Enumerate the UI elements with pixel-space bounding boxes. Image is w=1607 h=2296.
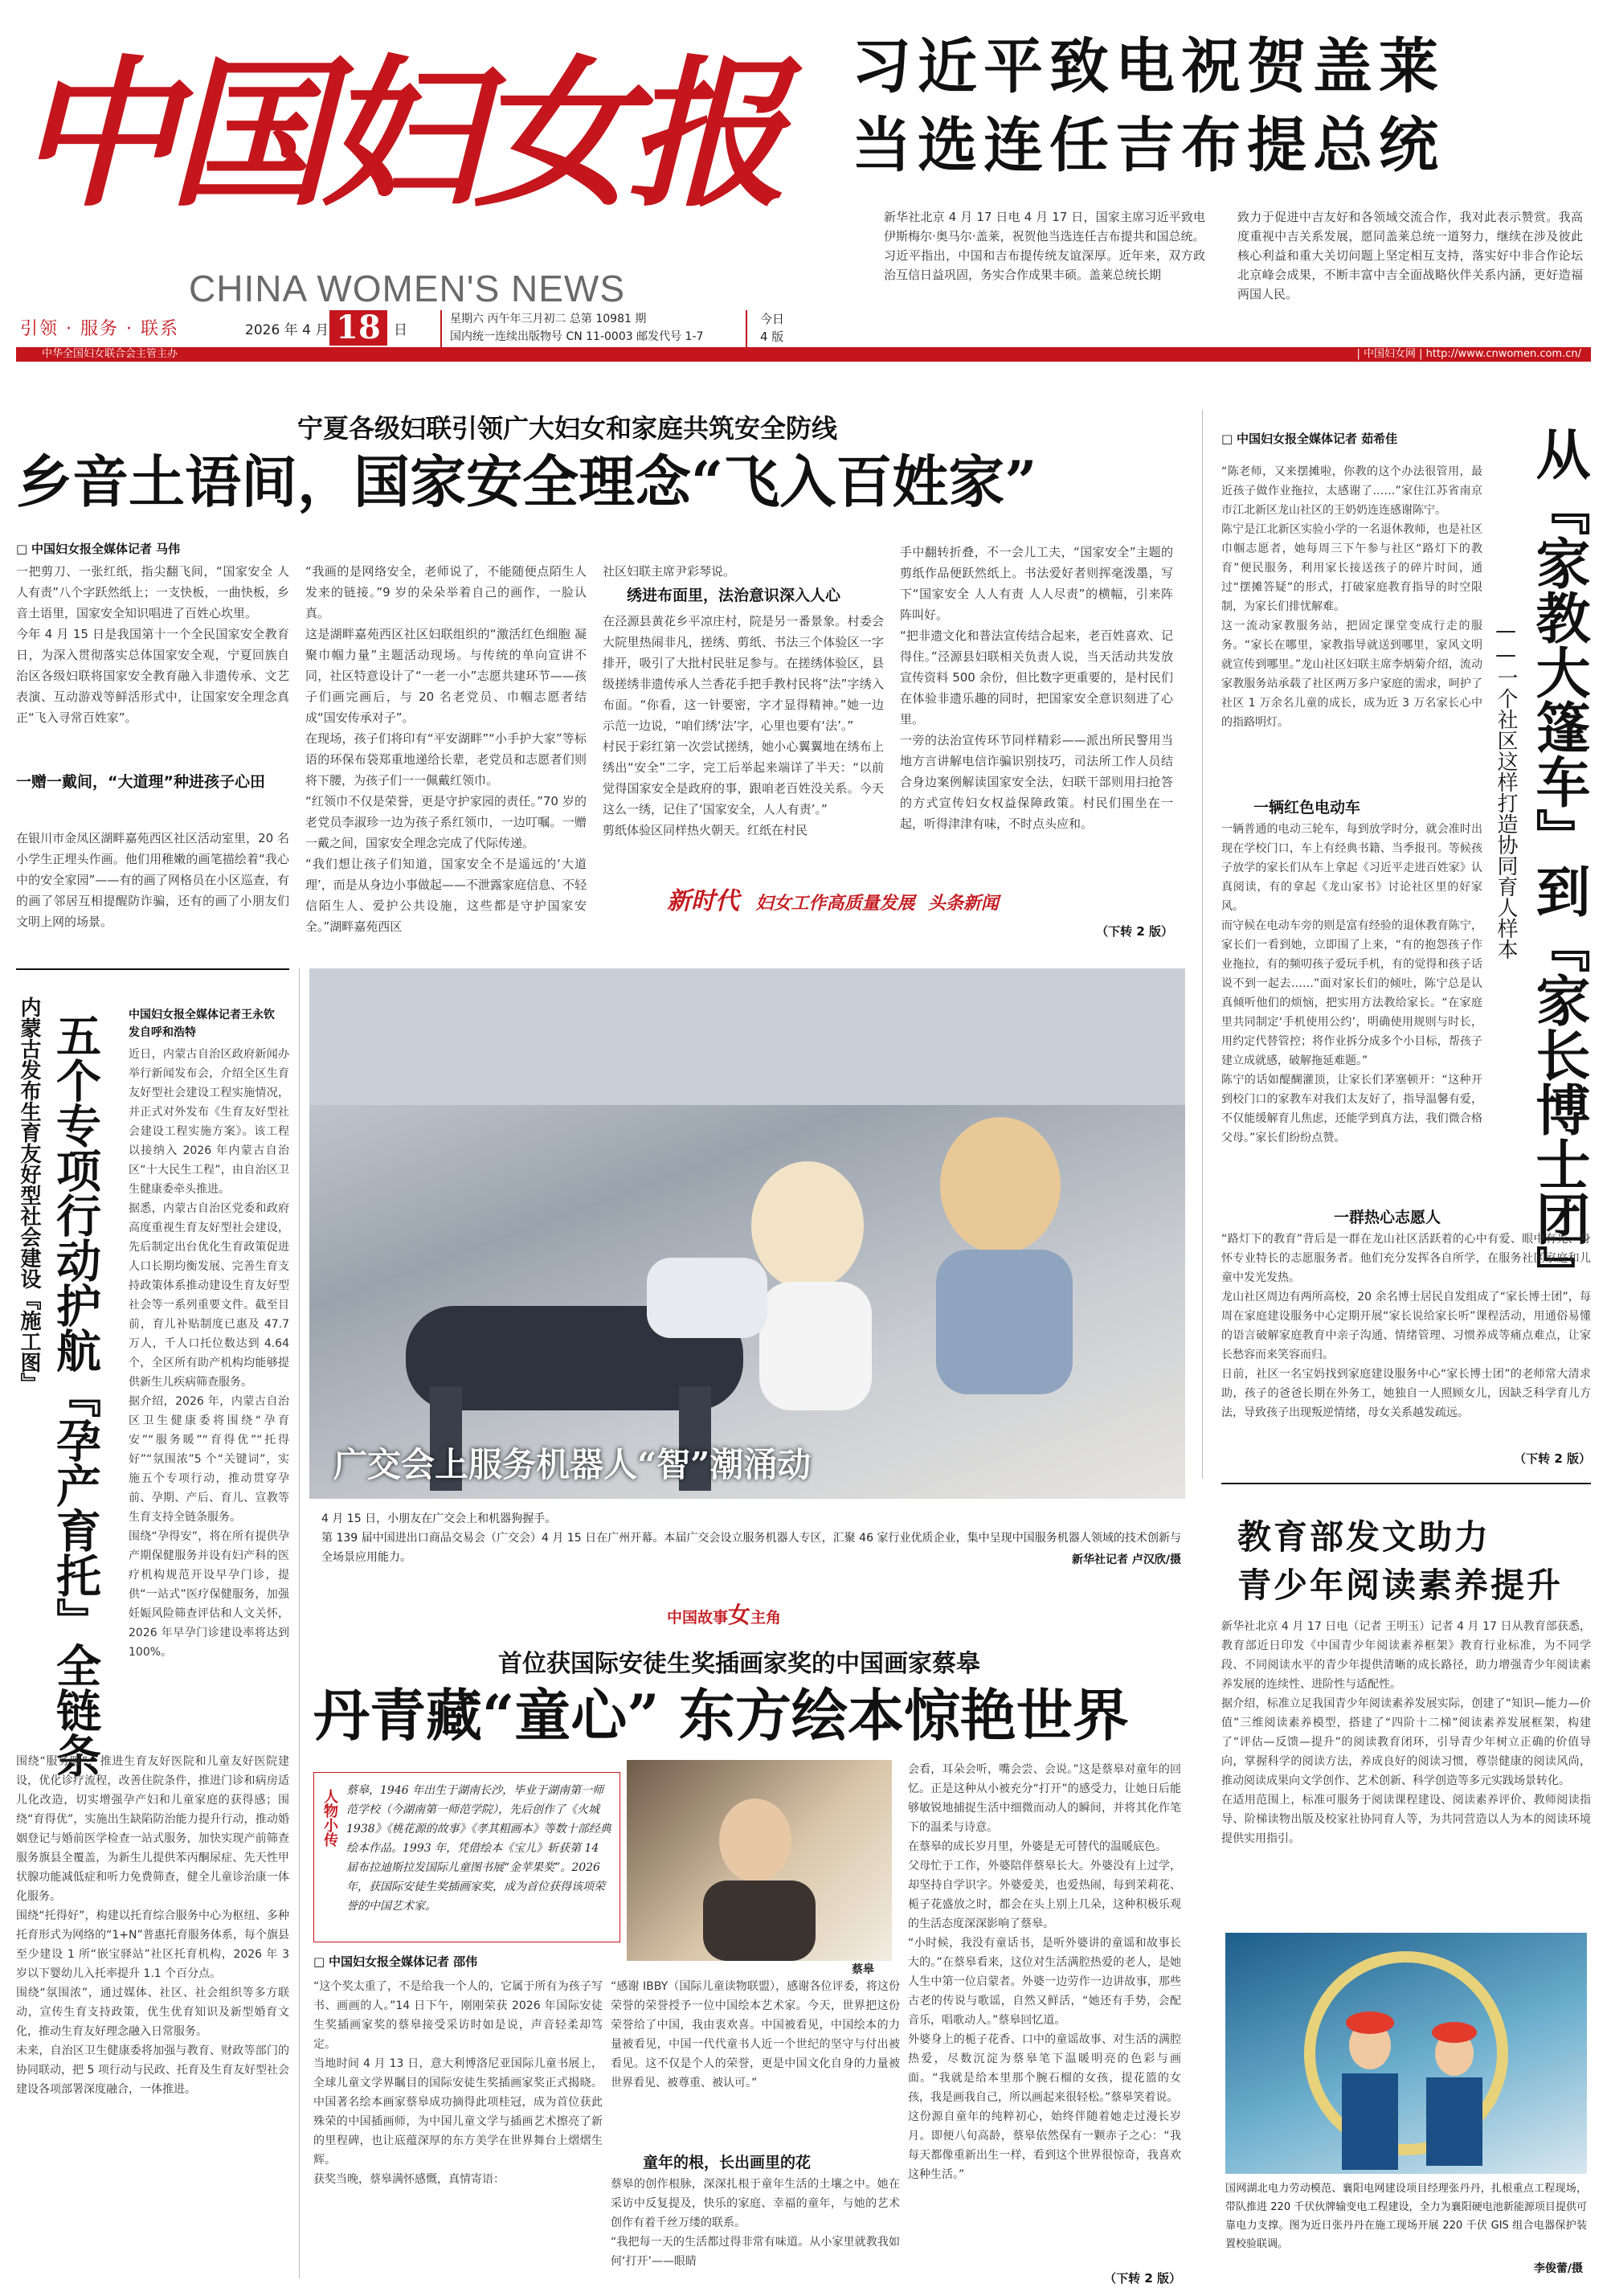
- story-kicker: 首位获国际安徒生奖插画家奖的中国画家蔡皋: [498, 1650, 980, 1678]
- story-col-3: 会看，耳朵会听，嘴会尝、会说。”这是蔡皋对童年的回忆。正是这种从小被充分“打开”的感受力，让她日后能够敏锐地捕捉生活中细微而动人的瞬间，并将其化作笔下的温柔与诗意。 在蔡皋的成长岁月里，外婆是无可替代的温暖底色。 父母忙于工作，外婆陪伴蔡皋长大。外婆没有上过学，却坚持自学识字。外婆爱美，也爱热闹，每到茉莉花、栀子花盛放之时，都会在头上别上几朵，这种积极乐观的生活态度深深影响了蔡皋。 “小时候，我没有童话书，是听外婆讲的童谣和故事长大的。”在蔡皋看来，这位对生活满腔热爱的老人，是她人生中第一位启蒙者。外婆一边劳作一边讲故事，那些古老的传说与歌谣，自然又鲜活，“她还有手势，会配音乐，唱歌动人。”蔡皋回忆道。 外婆身上的栀子花香、口中的童谣故事、对生活的满腔热爱，尽数沉淀为蔡皋笔下温暖明亮的色彩与画面。“我就是给本里那个腕石榴的女孩，提花篮的女孩，我是画我自己，所以画起来很轻松。”蔡皋笑着说。 这份源自童年的纯粹初心，始终伴随着她走过漫长岁月。即便八旬高龄，蔡皋依然保有一颗赤子之心：“我每天都像重新出生一样，看到这个世界很惊奇，我喜欢这种生活。”: [908, 1763, 1181, 2181]
- left-feature-headline: 五个专项行动护航『孕产育托』全链条: [49, 1013, 102, 1778]
- worker-uniform: [1342, 2073, 1398, 2170]
- story-headline: 丹青藏“童心” 东方绘本惊艳世界: [313, 1682, 1129, 1749]
- lead-col-1: 一把剪刀、一张红纸，指尖翻飞间，“国家安全 人人有责”八个字跃然纸上；一支快板，一曲快板，乡音土语里，国家安全知识唱进了百姓心坎里。 今年 4 月 15 日是我国第十一个全民国家安全教育日，为深入贯彻落实总体国家安全观，宁夏回族自治区各级妇联将国家安全教育融入非遗传承、文艺表演、互动游戏等鲜活形式中，让国家安全理念真正“飞入寻常百姓家”。: [16, 564, 289, 725]
- banner-text-3: 头条新闻: [927, 894, 999, 914]
- masthead-divider-2: [746, 310, 747, 347]
- edu-headline-1: 教育部发文助力: [1237, 1517, 1491, 1557]
- edu-top-rule: [1221, 1483, 1591, 1484]
- robot-dog-photo: [309, 968, 1185, 1499]
- masthead-date-day-box: [329, 310, 387, 346]
- top-story-col-1: 新华社北京 4 月 17 日电 4 月 17 日，国家主席习近平致电伊斯梅尔·奥马尔·盖莱，祝贺他当选连任吉布提共和国总统。 习近平指出，中国和吉布提传统友谊深厚。近年来，双方政治互信日益巩固，务实合作成果丰硕。盖莱总统长期: [884, 210, 1205, 282]
- lead-col-3-b: 在泾源县黄花乡平凉庄村，院是另一番景象。村委会大院里热闹非凡，搓绣、剪纸、书法三个体验区一字排开，吸引了大批村民驻足参与。在搓绣体验区，县级搓绣非遗传承人兰香花手把手教村民将“法”字绣入布面。“你看，这一针要密，字才显得精神。”她一边示范一边说，“咱们绣‘法’字，心里也要有‘法’。” 村民于彩红第一次尝试搓绣，她小心翼翼地在绣布上绣出“安全”二字，完工后举起来端详了半天：“以前觉得国家安全是政府的事，跟咱老百姓没关系。今天这么一绣，记住了‘国家安全，人人有责’。” 剪纸体验区同样热火朝天。红纸在村民: [603, 614, 884, 837]
- left-feature-col-full: 围绕“服务暖”，推进生育友好医院和儿童友好医院建设，优化诊疗流程，改善住院条件，推进门诊和病房适儿化改造，切实增强孕产妇和儿童家庭的获得感；围绕“育得优”，实施出生缺陷防治能力提升行动，推动婚姻登记与婚前医学检查一站式服务，加快实现产前筛查服务旗县全覆盖，为新生儿提供苯丙酮尿症、先天性甲状腺功能减低症和听力免费筛查，健全儿童诊治康一体化服务。 围绕“托得好”，构建以托育综合服务中心为枢纽、多种托育形式为网络的“1+N”普惠托育服务体系，每个旗县至少建设 1 所“嵌宝驿站”社区托育机构，2026 年 3 岁以下婴幼儿入托率提升 1.1 个百分点。 围绕“氛围浓”，通过媒体、社区、社会组织等多方联动，宣传生育支持政策，优生优育知识及新型婚育文化，推动生育友好理念融入日常服务。 未来，自治区卫生健康委将加强与教育、财政等部门的协同联动，把 5 项行动与民政、托育及生育友好型社会建设各项部署深度融合，一体推进。: [16, 1755, 289, 2096]
- profile-text: 蔡皋，1946 年出生于湖南长沙，毕业于湖南第一师范学校（今湖南第一师范学院），先后创作了《火城 1938》《桃花源的故事》《孝其粗画本》等数十部经典绘本作品。1993 年，凭借绘本《宝儿》斩获第 14 届布拉迪斯拉发国际儿童图书展“金苹果奖”。2026 年，获国际安徒生奖插画家奖，成为首位获得该项荣誉的中国艺术家。: [346, 1784, 611, 1913]
- masthead-slogan: 引领 · 服务 · 联系: [20, 319, 179, 339]
- story-column-label-main: 中国故事: [667, 1609, 729, 1627]
- left-feature-kicker: 内蒙古发布生育友好型社会建设『施工图』: [17, 997, 41, 1394]
- top-story-headline-1: 习近平致电祝贺盖莱: [852, 32, 1445, 101]
- left-feature-col-top: 近日，内蒙古自治区政府新闻办举行新闻发布会，介绍全区生育友好型社会建设工程实施情况，并正式对外发布《生育友好型社会建设工程实施方案》。该工程以接纳入 2026 年内蒙古自治区“十大民生工程”，由自治区卫生健康委牵头推进。 据悉，内蒙古自治区党委和政府高度重视生育友好型社会建设，先后制定出台优化生育政策促进人口长期均衡发展、完善生育支持政策体系推动建设生育友好型社会等一系列重要文件。截至目前，育儿补贴制度已惠及 47.7 万人，千人口托位数达到 4.64 个，全区所有助产机构均能够提供新生儿疾病筛查服务。 据介绍，2026 年，内蒙古自治区卫生健康委将围绕“孕育安”“服务暖”“育得优”“托得好”“氛围浓”5 个“关键词”，实施五个专项行动，推动贯穿孕前、孕期、产后、育儿、宣教等生育支持全链条服务。 围绕“孕得安”，将在所有提供孕产期保健服务并设有妇产科的医疗机构规范开设早孕门诊，提供“一站式”医疗保健服务，加强妊娠风险筛查评估和人文关怀，2026 年早孕门诊建设率将达到 100%。: [129, 1048, 289, 1659]
- right-feature-sub-1: 一辆红色电动车: [1253, 799, 1361, 816]
- profile-tag: 人物小传: [321, 1789, 338, 1847]
- boy-shirt: [936, 1250, 1073, 1394]
- photo-background-crowd: [309, 968, 1185, 1105]
- masthead-website[interactable]: | 中国妇女网 | http://www.cnwomen.com.cn/: [1356, 348, 1581, 360]
- photo-caption: 4 月 15 日，小朋友在广交会上和机器狗握手。 第 139 届中国进出口商品交易会（广交会）4 月 15 日在广州开幕。本届广交会设立服务机器人专区，汇聚 46 家行业优质企业，集中呈现中国服务机器人领域的技术创新与全场景应用能力。: [321, 1512, 1181, 1564]
- lead-kicker: 宁夏各级妇联引领广大妇女和家庭共筑安全防线: [297, 413, 838, 444]
- lead-col-3-subhead: 绣进布面里，法治意识深入人心: [627, 587, 841, 604]
- story-col-2: “感谢 IBBY（国际儿童读物联盟），感谢各位评委，将这份荣誉的荣誉授予一位中国绘本艺术家。今天，世界把这份荣誉给了中国，我由衷欢喜。中国被看见，中国绘本的力量被看见，中国一代代童书人近一个世纪的坚守与付出被看见。这不仅是个人的荣誉，更是中国文化自身的力量被世界看见、被尊重、被认可。”: [611, 1980, 900, 2089]
- masthead-date-day: 18: [336, 309, 381, 346]
- boy-figure: [940, 1117, 1061, 1254]
- story-column-label: [667, 1598, 781, 1630]
- right-feature-col-c: “路灯下的教育”背后是一群在龙山社区活跃着的心中有爱、眼中有光、身怀专业特长的志愿服务者。他们充分发挥各自所学，在服务社区家庭和儿童中发光发热。 龙山社区周边有两所高校，20 余名博士居民自发组成了“家长博士团”，每周在家庭建设服务中心定期开展“家长说给家长听”课程活动，用通俗易懂的语言破解家庭教育中亲子沟通、情绪管理、习惯养成等痛点难点，让家长愁容而来笑容而归。 日前，社区一名宝妈找到家庭建设服务中心“家长博士团”的老师常大清求助，孩子的爸爸长期在外务工，她独自一人照顾女儿，因缺乏科学育儿方法，导致孩子出现叛逆情绪，母女关系越发疏远。: [1221, 1233, 1591, 1419]
- right-feature-byline: □ 中国妇女报全媒体记者 茹希佳: [1221, 430, 1397, 447]
- lead-col-2: “我画的是网络安全，老师说了，不能随便点陌生人发来的链接。”9 岁的朵朵举着自己的画作，一脸认真。 这是湖畔嘉苑西区社区妇联组织的“激活红色细胞 凝聚巾帼力量”主题活动现场。与传统的单向宣讲不同，社区特意设计了“一老一小”志愿共建环节——孩子们画完画后，与 20 名老党员、巾帼志愿者结成“国安传承对子”。 在现场，孩子们将印有“平安湖畔”“小手护大家”等标语的环保布袋郑重地递给长辈，老党员和志愿者们则将下腰，为孩子们一一佩戴红领巾。 “红领巾不仅是荣誉，更是守护家园的责任。”70 岁的老党员李淑珍一边为孩子系红领巾，一边叮嘱。一赠一戴之间，国家安全理念完成了代际传递。 “我们想让孩子们知道，国家安全不是遥远的‘大道理’，而是从身边小事做起——不泄露家庭信息、不轻信陌生人、爱护公共设施，这些都是守护国家安全。”湖畔嘉苑西区: [305, 564, 587, 934]
- girl-dress: [759, 1282, 872, 1410]
- side-photo-illustration: [1225, 1933, 1587, 2174]
- lead-col-1-b: 在银川市金凤区湖畔嘉苑西区社区活动室里，20 名小学生正埋头作画。他们用稚嫩的画笔描绘着“我心中的安全家园”——有的画了网格员在小区巡查，有的画了邻居互相提醒防诈骗，还有的画了小朋友们文明上网的场景。: [16, 831, 289, 929]
- story-column-label-tail: 主角: [750, 1609, 782, 1627]
- side-photo: [1225, 1933, 1587, 2174]
- girl-figure: [751, 1161, 864, 1290]
- left-feature-top-rule: [16, 968, 289, 970]
- masthead-logo: 中国妇女报: [16, 40, 780, 229]
- masthead-weekday-line: 星期六 丙午年三月初二 总第 10981 期: [450, 313, 647, 325]
- portrait-caption: 蔡皋: [852, 1963, 874, 1976]
- lead-col-3: 社区妇联主席尹彩琴说。: [603, 564, 736, 579]
- story-col-1: “这个奖太重了，不是给我一个人的，它属于所有为孩子写书、画画的人。”14 日下午，刚刚荣获 2026 年国际安徒生奖插画家奖的蔡皋接受采访时如是说，声音轻柔却笃定。 当地时间 4 月 13 日，意大利博洛尼亚国际儿童书展上，全球儿童文学界瞩目的国际安徒生奖插画家奖正式揭晓。中国著名绘本画家蔡皋成功摘得此项桂冠，成为首位获此殊荣的中国插画师，为中国儿童文学与插画艺术擦亮了新的里程碑，也让底蕴深厚的东方美学在世界舞台上熠熠生辉。 获奖当晚，蔡皋满怀感慨，真情寄语：: [313, 1980, 603, 2186]
- photo-overlay-caption: 广交会上服务机器人“智”潮涌动: [333, 1445, 812, 1484]
- story-column-label-accent: 女: [728, 1602, 751, 1628]
- masthead-issn-line: 国内统一连续出版物号 CN 11-0003 邮发代号 1-7: [450, 330, 704, 343]
- story-byline: □ 中国妇女报全媒体记者 邵伟: [313, 1953, 477, 1970]
- top-story-headline-2: 当选连任吉布提总统: [852, 111, 1445, 180]
- photo-credit: 新华社记者 卢汉欣/摄: [1072, 1553, 1181, 1566]
- masthead-date-suffix: 日: [394, 322, 407, 338]
- right-feature-divider: [1202, 410, 1203, 1479]
- story-col-2-b: 蔡皋的创作根脉，深深扎根于童年生活的土壤之中。她在采访中反复提及，快乐的家庭、幸福的童年，与她的艺术创作有着千丝万缕的联系。 “我把每一天的生活都过得非常有味道。从小家里就教我如何‘打开’——眼睛: [611, 2178, 900, 2268]
- lead-continued: （下转 2 版）: [1096, 924, 1173, 939]
- edu-headline-2: 青少年阅读素养提升: [1237, 1565, 1564, 1605]
- lead-col-4: 手中翻转折叠，不一会儿工夫，“国家安全”主题的剪纸作品便跃然纸上。书法爱好者则挥毫泼墨，写下“国家安全 人人有责 人人尽责”的横幅，引来阵阵叫好。 “把非遗文化和普法宣传结合起来，老百姓喜欢、记得住。”泾源县妇联相关负责人说，当天活动共发放宣传资料 500 余份，但比数字更重要的，是村民们在体验非遗乐趣的同时，把国家安全意识刻进了心里。 一旁的法治宣传环节同样精彩——派出所民警用当地方言讲解电信诈骗识别技巧，司法所工作人员结合身边案例解读国家安全法，妇联干部则用扫抢答的方式宣传妇女权益保障政策。村民们围坐在一起，听得津津有味，不时点头应和。: [900, 545, 1173, 831]
- right-feature-subtitle: ——一个社区这样打造协同育人样本: [1494, 619, 1518, 960]
- profile-box: [313, 1772, 620, 1942]
- right-feature-sub-2: 一群热心志愿人: [1334, 1209, 1441, 1226]
- left-column-divider: [299, 968, 300, 2278]
- masthead-pages-label: 4 版: [760, 329, 784, 344]
- hard-hat: [1346, 2012, 1394, 2034]
- right-feature-col-b: 一辆普通的电动三轮车，每到放学时分，就会准时出现在学校门口，车上有经典书籍、当季报刊。等候孩子放学的家长们从车上拿起《习近平走进百姓家》认真阅读，有的拿起《龙山家书》讨论社区里的好家风。 而守候在电动车旁的则是富有经验的退休教育陈宁，家长们一看到她，立即围了上来，“有的抱怨孩子作业拖拉，有的频叨孩子爱玩手机，有的觉得和孩子话说不到一起去……”面对家长们的倾吐，陈宁总是认真倾听他们的烦恼，把实用方法教给家长。“在家庭里共同制定‘手机使用公约’，明确使用规则与时长，用约定代替管控；将作业拆分成多个小目标，帮孩子建立成就感，破解拖延难题。” 陈宁的话如醍醐灌顶，让家长们茅塞顿开：“这种开到校门口的家教车对我们太友好了，指导温馨有爱，不仅能缓解育儿焦虑，还能学到真方法，我们微合格父母。”家长们纷纷点赞。: [1221, 823, 1482, 1144]
- story-col-2-subhead: 童年的根，长出画里的花: [643, 2154, 812, 2171]
- masthead-red-bar: [16, 347, 1591, 362]
- masthead-sponsor: 中华全国妇女联合会主管主办: [42, 348, 178, 360]
- banner-text-1: 新时代: [667, 887, 739, 915]
- portrait-photo: [627, 1760, 892, 1961]
- masthead-date-prefix: 2026 年 4 月: [245, 322, 329, 338]
- story-continued: （下转 2 版）: [1104, 2271, 1181, 2286]
- robot-dog-head: [647, 1258, 767, 1338]
- masthead-divider: [440, 310, 442, 347]
- right-feature-continued: （下转 2 版）: [1514, 1451, 1591, 1466]
- banner-new-era: [667, 884, 1109, 919]
- right-feature-headline: 从『家教大篷车』到『家长博士团』: [1527, 426, 1591, 1300]
- portrait-body: [703, 1881, 816, 1961]
- lead-headline: 乡音土语间，国家安全理念“飞入百姓家”: [16, 448, 1037, 515]
- side-photo-caption: 国网湖北电力劳动模范、襄阳电网建设项目经理张丹丹，扎根重点工程现场，带队推进 220 千伏伙牌输变电工程建设，全力为襄阳硬电池新能源项目提供可靠电力支撑。图为近日张丹丹在施工现场开展 220 千伏 GIS 组合电器保护装置校验联调。: [1225, 2183, 1587, 2250]
- lead-byline: □ 中国妇女报全媒体记者 马伟: [16, 540, 180, 557]
- right-feature-col: “陈老师，又来摆摊啦，你教的这个办法很管用，最近孩子做作业拖拉，太感谢了……”家住江苏省南京市江北新区龙山社区的王奶奶连连感谢陈宁。 陈宁是江北新区实验小学的一名退休教师，也是社区巾帼志愿者，她每周三下午参与社区“路灯下的教育”便民服务，利用家长接送孩子的碎片时间，通过“摆摊答疑”的形式，打破家庭教育指导的时空限制，为家长们排忧解难。 这一流动家教服务站，把固定课堂变成行走的服务。“家长在哪里，家教指导就送到哪里，家风文明就宣传到哪里。”龙山社区妇联主席李炳菊介绍，流动家教服务站承载了社区两万多户家庭的需求，呵护了社区 1 万余名儿童的成长，成为近 3 万名家长心中的指路明灯。: [1221, 465, 1482, 729]
- left-feature-byline: 中国妇女报全媒体记者王永钦 发自呼和浩特: [129, 1009, 275, 1039]
- edu-body: 新华社北京 4 月 17 日电（记者 王明玉）记者 4 月 17 日从教育部获悉，教育部近日印发《中国青少年阅读素养框架》教育行业标准，为不同学段、不同阅读水平的青少年提供清晰的成长路径，助力增强青少年阅读素养发展的连续性、进阶性与适配性。 据介绍，标准立足我国青少年阅读素养发展实际，创建了“知识—能力—价值”三维阅读素养模型，搭建了“四阶十二梯”阅读素养发展框架，构建了“评估—反馈—提升”的阅读教育闭环，引导青少年树立正确的价值导向，掌握科学的阅读方法，养成良好的阅读习惯，尊崇健康的阅读风尚，推动阅读成果向文学创作、艺术创新、科学创造等多元实践场景转化。 在适用范围上，标准可服务于阅读课程建设、阅读素养评价、教师阅读指导、阶梯读物出版及校家社协同育人等，为共同营造以人为本的阅读环境提供实用指引。: [1221, 1620, 1591, 1845]
- portrait-face: [719, 1799, 791, 1882]
- lead-col-1-subhead: 一赠一戴间，“大道理”种进孩子心田: [16, 773, 265, 791]
- masthead-today-label: 今日: [760, 312, 785, 326]
- top-story-col-2: 致力于促进中吉友好和各领域交流合作，我对此表示赞赏。我高度重视中吉关系发展，愿同盖莱总统一道努力，继续在涉及彼此核心利益和重大关切问题上坚定相互支持，落实好中非合作论坛北京峰会成果，不断丰富中吉全面战略伙伴关系内涵，更好造福两国人民。: [1237, 210, 1583, 301]
- banner-text-2: 妇女工作高质量发展: [755, 894, 915, 914]
- side-photo-credit: 李俊蕾/摄: [1533, 2262, 1583, 2275]
- masthead-english-name: CHINA WOMEN'S NEWS: [189, 268, 626, 309]
- photo-illustration: [309, 968, 1185, 1499]
- worker-uniform: [1426, 2077, 1482, 2166]
- portrait-illustration: [627, 1760, 892, 1961]
- hard-hat: [1432, 2022, 1477, 2043]
